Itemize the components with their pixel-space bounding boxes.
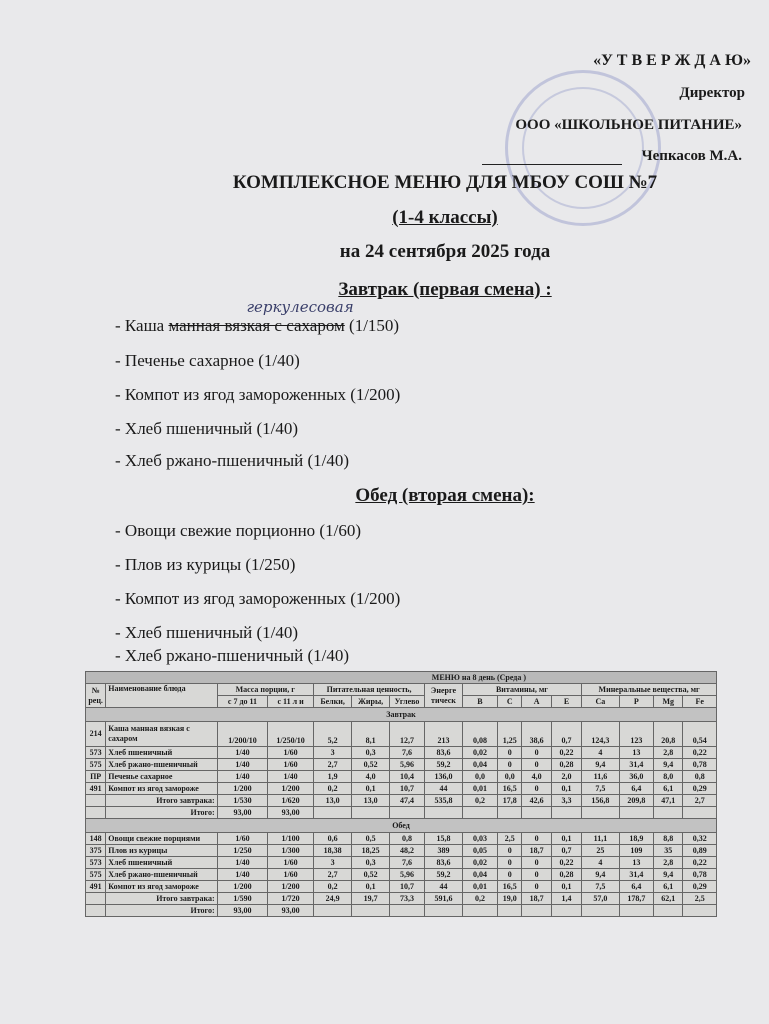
- table-cell: 0,0: [498, 771, 522, 783]
- table-cell: 575: [86, 759, 106, 771]
- table-cell: 0,01: [462, 783, 497, 795]
- table-cell: Печенье сахарное: [106, 771, 217, 783]
- table-cell: 59,2: [425, 869, 462, 881]
- table-cell: 31,4: [619, 869, 653, 881]
- subheader-cell: B: [462, 696, 497, 708]
- table-cell: 12,7: [389, 722, 424, 747]
- table-cell: 0,3: [352, 857, 389, 869]
- grades: (1-4 классы): [392, 207, 498, 228]
- subheader-cell: Белки,: [313, 696, 351, 708]
- table-cell: 16,5: [498, 783, 522, 795]
- table-cell: 13: [619, 857, 653, 869]
- table-cell: 35: [654, 845, 683, 857]
- table-cell: Овощи свежие порциями: [106, 833, 217, 845]
- seal-stamp: [505, 70, 661, 226]
- table-cell: Итого завтрака:: [106, 893, 217, 905]
- section-label: Обед: [86, 819, 717, 833]
- subheader-cell: с 7 до 11: [217, 696, 268, 708]
- table-cell: 0,01: [462, 881, 497, 893]
- table-cell: 42,6: [522, 795, 551, 807]
- table-cell: 0,2: [313, 783, 351, 795]
- table-cell: 59,2: [425, 759, 462, 771]
- table-cell: 0,1: [352, 881, 389, 893]
- table-cell: 44: [425, 783, 462, 795]
- table-cell: 209,8: [619, 795, 653, 807]
- table-cell: 0,04: [462, 759, 497, 771]
- table-cell: 13,0: [352, 795, 389, 807]
- table-cell: 109: [619, 845, 653, 857]
- table-cell: 0,54: [683, 722, 717, 747]
- table-cell: 18,9: [619, 833, 653, 845]
- table-cell: 1/40: [217, 747, 268, 759]
- signature-line: [482, 164, 622, 165]
- table-cell: 0,52: [352, 869, 389, 881]
- table-cell: 1,25: [498, 722, 522, 747]
- table-cell: 16,5: [498, 881, 522, 893]
- table-row: [86, 881, 717, 893]
- table-cell: 13,0: [313, 795, 351, 807]
- subheader-cell: Углево: [389, 696, 424, 708]
- table-cell: 9,4: [654, 869, 683, 881]
- table-cell: 0: [522, 833, 551, 845]
- table-cell: 11,6: [582, 771, 619, 783]
- col-nutrition: Питательная ценность,: [313, 684, 424, 696]
- table-cell: 0,29: [683, 783, 717, 795]
- table-cell: 1/620: [268, 795, 314, 807]
- table-cell: 18,7: [522, 893, 551, 905]
- table-cell: 17,8: [498, 795, 522, 807]
- table-cell: 0,7: [551, 722, 581, 747]
- table-cell: 1/200: [268, 881, 314, 893]
- lunch-item: - Компот из ягод замороженных (1/200): [115, 589, 401, 608]
- table-cell: 0,03: [462, 833, 497, 845]
- table-cell: 1/250/10: [268, 722, 314, 747]
- subheader-cell: P: [619, 696, 653, 708]
- table-cell: 0,1: [551, 783, 581, 795]
- table-cell: 20,8: [654, 722, 683, 747]
- table-cell: 10,4: [389, 771, 424, 783]
- table-row: [86, 747, 717, 759]
- table-cell: 2,8: [654, 857, 683, 869]
- table-cell: 11,1: [582, 833, 619, 845]
- table-cell: 93,00: [217, 905, 268, 917]
- table-cell: 4: [582, 747, 619, 759]
- table-cell: 73,3: [389, 893, 424, 905]
- breakfast-item: - Каша манная вязкая с сахаром геркулесовая (1/150): [115, 298, 400, 335]
- table-cell: 591,6: [425, 893, 462, 905]
- table-cell: 491: [86, 881, 106, 893]
- table-row: [86, 771, 717, 783]
- table-cell: Хлеб ржано-пшеничный: [106, 759, 217, 771]
- col-energy: Энерге тическ: [425, 684, 462, 708]
- col-minerals: Минеральные вещества, мг: [582, 684, 717, 696]
- table-cell: 0: [498, 869, 522, 881]
- table-cell: 5,96: [389, 869, 424, 881]
- subheader-cell: Ca: [582, 696, 619, 708]
- table-cell: 47,1: [654, 795, 683, 807]
- table-cell: 10,7: [389, 783, 424, 795]
- approval-position: Директор: [679, 85, 745, 101]
- table-cell: 0,3: [352, 747, 389, 759]
- table-cell: 83,6: [425, 857, 462, 869]
- table-cell: 0: [498, 857, 522, 869]
- table-cell: 1/40: [268, 771, 314, 783]
- table-cell: 0,05: [462, 845, 497, 857]
- table-cell: 0,28: [551, 759, 581, 771]
- table-row: [86, 722, 717, 747]
- table-cell: 0: [522, 759, 551, 771]
- table-cell: 0,52: [352, 759, 389, 771]
- total-row: [86, 905, 717, 917]
- table-cell: 0,2: [462, 795, 497, 807]
- table-cell: Хлеб пшеничный: [106, 747, 217, 759]
- subheader-cell: Fe: [683, 696, 717, 708]
- table-row: [86, 759, 717, 771]
- table-cell: 9,4: [582, 759, 619, 771]
- table-cell: 0,02: [462, 857, 497, 869]
- table-cell: 0,22: [551, 747, 581, 759]
- table-cell: 535,8: [425, 795, 462, 807]
- table-cell: 1/60: [268, 759, 314, 771]
- col-mass: Масса порции, г: [217, 684, 313, 696]
- table-cell: 1,4: [551, 893, 581, 905]
- table-cell: 44: [425, 881, 462, 893]
- breakfast-item: - Компот из ягод замороженных (1/200): [115, 385, 401, 404]
- table-cell: 1/40: [217, 869, 268, 881]
- table-cell: ПР: [86, 771, 106, 783]
- table-cell: 136,0: [425, 771, 462, 783]
- table-cell: 0,08: [462, 722, 497, 747]
- table-cell: 10,7: [389, 881, 424, 893]
- table-cell: 0,78: [683, 759, 717, 771]
- table-cell: Итого:: [106, 905, 217, 917]
- table-cell: 2,7: [683, 795, 717, 807]
- table-cell: 4,0: [522, 771, 551, 783]
- col-num: № рец.: [86, 684, 106, 708]
- table-cell: 0: [522, 783, 551, 795]
- table-cell: 1/590: [217, 893, 268, 905]
- table-cell: Хлеб пшеничный: [106, 857, 217, 869]
- table-cell: 0,2: [313, 881, 351, 893]
- table-cell: 1/200/10: [217, 722, 268, 747]
- table-cell: 1,9: [313, 771, 351, 783]
- table-cell: 0,04: [462, 869, 497, 881]
- table-cell: 0,29: [683, 881, 717, 893]
- table-cell: 18,38: [313, 845, 351, 857]
- table-cell: 25: [582, 845, 619, 857]
- table-cell: 2,0: [551, 771, 581, 783]
- col-name: Наименование блюда: [106, 684, 217, 708]
- table-cell: Компот из ягод замороже: [106, 881, 217, 893]
- breakfast-item: - Хлеб ржано-пшеничный (1/40): [115, 451, 350, 470]
- table-cell: 1/40: [217, 857, 268, 869]
- table-cell: 0: [522, 869, 551, 881]
- table-cell: 5,96: [389, 759, 424, 771]
- table-cell: 0,32: [683, 833, 717, 845]
- table-row: [86, 869, 717, 881]
- table-cell: 0,8: [389, 833, 424, 845]
- table-cell: 156,8: [582, 795, 619, 807]
- table-cell: 9,4: [654, 759, 683, 771]
- table-caption: МЕНЮ на 8 день (Среда ): [86, 672, 717, 684]
- subheader-cell: Жиры,: [352, 696, 389, 708]
- table-cell: 9,4: [582, 869, 619, 881]
- table-cell: 178,7: [619, 893, 653, 905]
- table-cell: Плов из курицы: [106, 845, 217, 857]
- table-cell: 1/200: [217, 881, 268, 893]
- approval-title: «У Т В Е Р Ж Д А Ю»: [593, 52, 751, 69]
- table-cell: 2,7: [313, 759, 351, 771]
- table-cell: Каша манная вязкая с сахаром: [106, 722, 217, 747]
- table-cell: 4,0: [352, 771, 389, 783]
- table-cell: 1/720: [268, 893, 314, 905]
- table-cell: 573: [86, 747, 106, 759]
- table-cell: 3,3: [551, 795, 581, 807]
- table-cell: 375: [86, 845, 106, 857]
- table-cell: 7,5: [582, 881, 619, 893]
- table-cell: 0,22: [683, 747, 717, 759]
- table-cell: 24,9: [313, 893, 351, 905]
- subheader-cell: с 11 л и: [268, 696, 314, 708]
- table-cell: Хлеб ржано-пшеничный: [106, 869, 217, 881]
- table-cell: 2,5: [683, 893, 717, 905]
- table-cell: 4: [582, 857, 619, 869]
- lunch-item: - Хлеб пшеничный (1/40): [115, 623, 299, 642]
- table-cell: 7,5: [582, 783, 619, 795]
- table-cell: 6,4: [619, 881, 653, 893]
- table-cell: 83,6: [425, 747, 462, 759]
- table-cell: 8,1: [352, 722, 389, 747]
- table-cell: 1/60: [217, 833, 268, 845]
- table-cell: 0: [498, 845, 522, 857]
- table-cell: 18,25: [352, 845, 389, 857]
- table-cell: 0,02: [462, 747, 497, 759]
- table-cell: 1/250: [217, 845, 268, 857]
- table-cell: 7,6: [389, 857, 424, 869]
- lunch-heading: Обед (вторая смена):: [355, 485, 535, 506]
- struck-text: манная вязкая с сахаром: [168, 316, 345, 335]
- handwritten-correction: геркулесовая: [246, 298, 354, 316]
- table-cell: 389: [425, 845, 462, 857]
- table-cell: 0,2: [462, 893, 497, 905]
- subheader-cell: Mg: [654, 696, 683, 708]
- table-cell: 1/40: [217, 771, 268, 783]
- table-cell: 0,1: [352, 783, 389, 795]
- table-cell: 0,28: [551, 869, 581, 881]
- table-cell: 8,0: [654, 771, 683, 783]
- table-cell: 38,6: [522, 722, 551, 747]
- table-cell: 62,1: [654, 893, 683, 905]
- table-cell: 1/60: [268, 747, 314, 759]
- table-cell: 5,2: [313, 722, 351, 747]
- breakfast-item: - Печенье сахарное (1/40): [115, 351, 300, 370]
- subheader-cell: C: [498, 696, 522, 708]
- table-cell: 1/200: [268, 783, 314, 795]
- section-label: Завтрак: [86, 708, 717, 722]
- table-row: [86, 783, 717, 795]
- table-cell: 573: [86, 857, 106, 869]
- subheader-cell: E: [551, 696, 581, 708]
- table-cell: 57,0: [582, 893, 619, 905]
- table-cell: 0: [498, 759, 522, 771]
- table-cell: 0: [522, 747, 551, 759]
- table-cell: 6,1: [654, 881, 683, 893]
- approval-name: Чепкасов М.А.: [641, 148, 742, 164]
- table-cell: 2,5: [498, 833, 522, 845]
- table-row: [86, 845, 717, 857]
- table-cell: 575: [86, 869, 106, 881]
- table-cell: 3: [313, 747, 351, 759]
- table-cell: 0: [522, 857, 551, 869]
- table-cell: 213: [425, 722, 462, 747]
- approval-org: ООО «ШКОЛЬНОЕ ПИТАНИЕ»: [515, 117, 742, 133]
- table-cell: 0,22: [551, 857, 581, 869]
- table-cell: 1/200: [217, 783, 268, 795]
- table-cell: 2,7: [313, 869, 351, 881]
- date: на 24 сентября 2025 года: [339, 241, 551, 262]
- table-cell: 0,6: [313, 833, 351, 845]
- table-cell: 15,8: [425, 833, 462, 845]
- breakfast-heading: Завтрак (первая смена) :: [338, 279, 552, 300]
- total-row: [86, 795, 717, 807]
- table-row: [86, 833, 717, 845]
- total-row: [86, 893, 717, 905]
- table-cell: 36,0: [619, 771, 653, 783]
- table-cell: 1/300: [268, 845, 314, 857]
- table-cell: 2,8: [654, 747, 683, 759]
- breakfast-item: - Хлеб пшеничный (1/40): [115, 419, 299, 438]
- table-cell: 214: [86, 722, 106, 747]
- lunch-item: - Хлеб ржано-пшеничный (1/40): [115, 646, 350, 665]
- table-cell: 1/40: [217, 759, 268, 771]
- nutrition-table: [85, 671, 717, 917]
- table-cell: 0,7: [551, 845, 581, 857]
- table-cell: 0,0: [462, 771, 497, 783]
- table-cell: 93,00: [217, 807, 268, 819]
- table-cell: 0,22: [683, 857, 717, 869]
- col-vitamins: Витамины, мг: [462, 684, 581, 696]
- table-cell: 0,78: [683, 869, 717, 881]
- table-cell: 93,00: [268, 807, 314, 819]
- table-cell: 18,7: [522, 845, 551, 857]
- table-cell: 123: [619, 722, 653, 747]
- table-cell: 7,6: [389, 747, 424, 759]
- table-cell: 1/60: [268, 857, 314, 869]
- table-cell: 124,3: [582, 722, 619, 747]
- table-cell: Итого:: [106, 807, 217, 819]
- table-cell: 3: [313, 857, 351, 869]
- table-cell: 31,4: [619, 759, 653, 771]
- table-row: [86, 857, 717, 869]
- table-cell: 93,00: [268, 905, 314, 917]
- table-cell: Итого завтрака:: [106, 795, 217, 807]
- subheader-cell: A: [522, 696, 551, 708]
- table-cell: 19,0: [498, 893, 522, 905]
- table-cell: 47,4: [389, 795, 424, 807]
- lunch-item: - Овощи свежие порционно (1/60): [115, 521, 361, 540]
- table-cell: 1/100: [268, 833, 314, 845]
- table-cell: Компот из ягод замороже: [106, 783, 217, 795]
- table-cell: 8,8: [654, 833, 683, 845]
- total-row: [86, 807, 717, 819]
- table-cell: 1/530: [217, 795, 268, 807]
- table-cell: 0,1: [551, 833, 581, 845]
- table-cell: 48,2: [389, 845, 424, 857]
- table-cell: 0: [522, 881, 551, 893]
- table-cell: 0,5: [352, 833, 389, 845]
- table-cell: 13: [619, 747, 653, 759]
- table-cell: 6,4: [619, 783, 653, 795]
- table-cell: 0,1: [551, 881, 581, 893]
- table-cell: 148: [86, 833, 106, 845]
- lunch-item: - Плов из курицы (1/250): [115, 555, 296, 574]
- table-cell: 491: [86, 783, 106, 795]
- table-cell: 0,8: [683, 771, 717, 783]
- table-cell: 0,89: [683, 845, 717, 857]
- table-cell: 19,7: [352, 893, 389, 905]
- table-cell: 6,1: [654, 783, 683, 795]
- table-cell: 1/60: [268, 869, 314, 881]
- table-cell: 0: [498, 747, 522, 759]
- page-title: КОМПЛЕКСНОЕ МЕНЮ ДЛЯ МБОУ СОШ №7: [232, 172, 658, 193]
